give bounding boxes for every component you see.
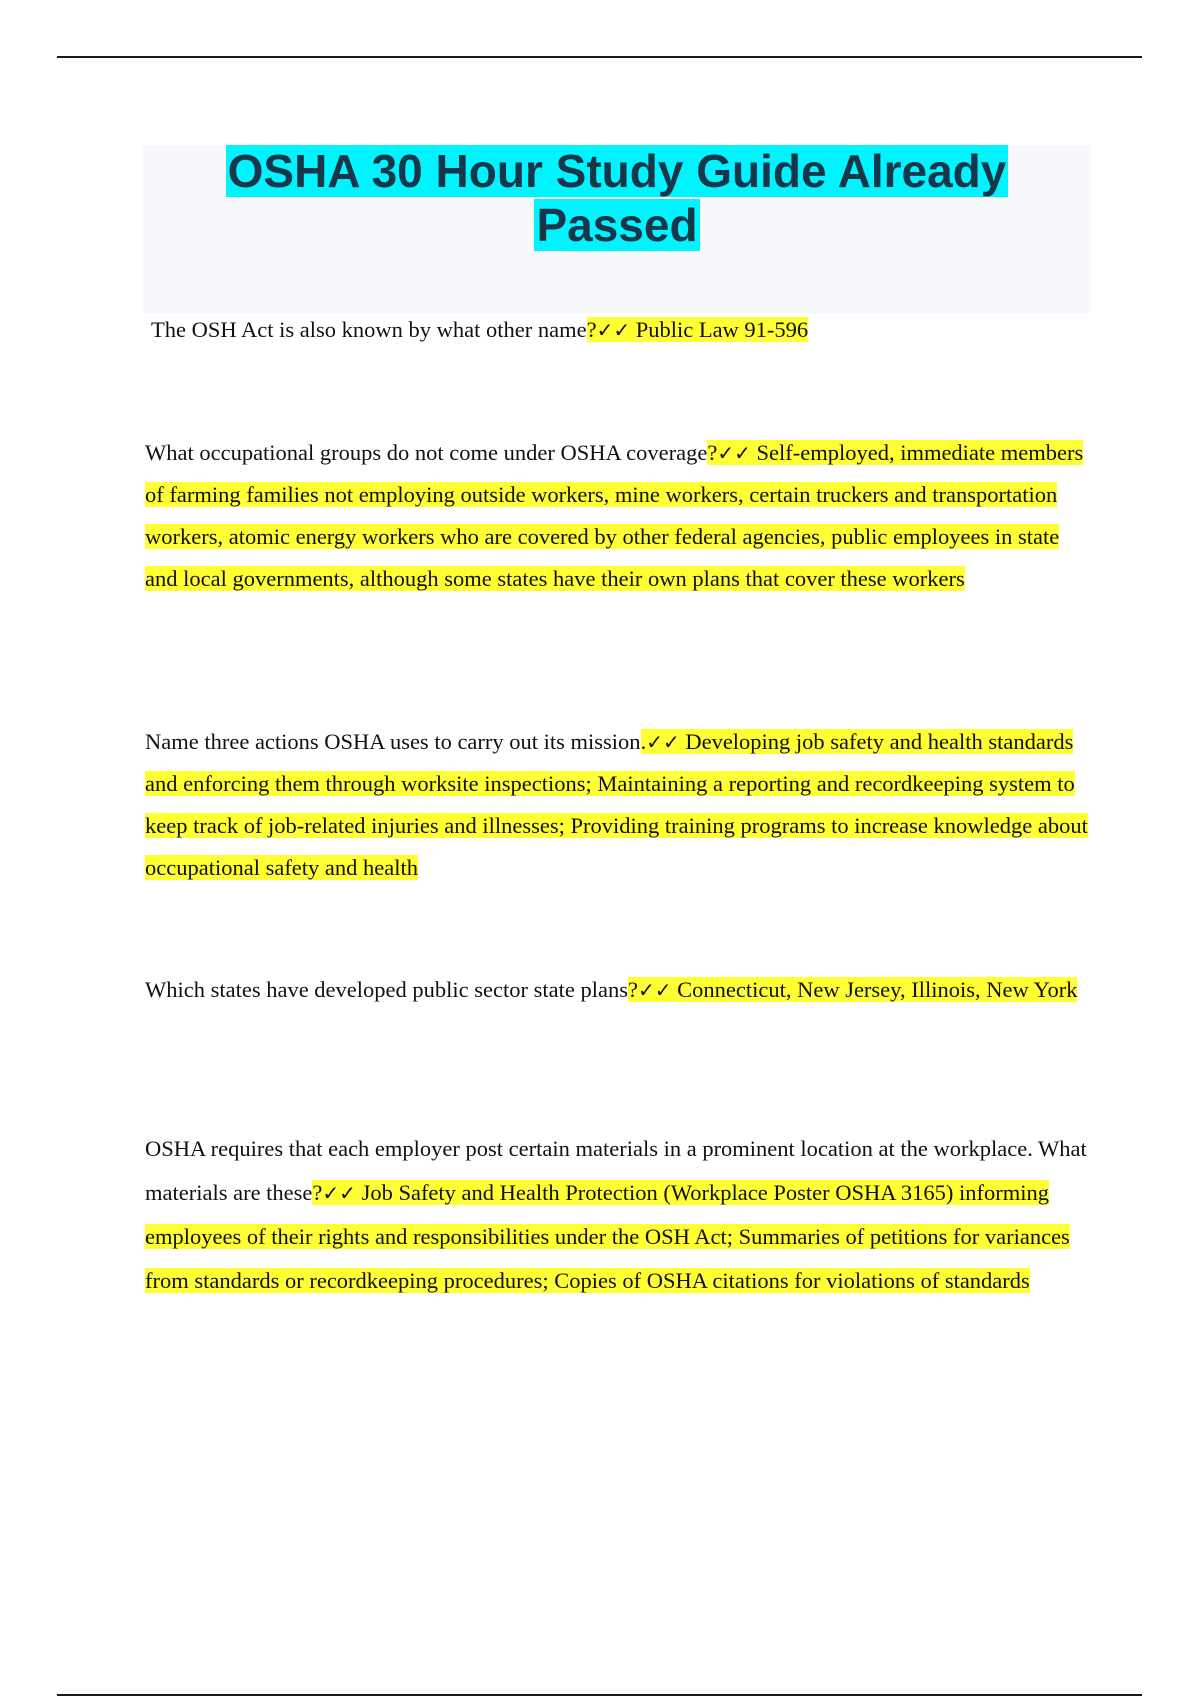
check-marks-icon: ✓✓ [637, 978, 672, 1002]
answer-lead: ? [627, 977, 638, 1002]
bottom-rule [57, 1694, 1142, 1696]
document-title-text: OSHA 30 Hour Study Guide Already Passed [227, 145, 1007, 251]
top-rule [57, 56, 1142, 58]
check-marks-icon: ✓✓ [322, 1181, 356, 1205]
answer-highlight [628, 977, 1078, 1002]
check-marks-icon: ✓✓ [646, 730, 680, 754]
question-text: OSHA requires that each employer post certain materials in a prominent location at the workplace. What materials are these [145, 1136, 1087, 1205]
check-marks-icon: ✓✓ [717, 441, 751, 465]
answer-text: Connecticut, New Jersey, Illinois, New York [671, 977, 1078, 1002]
question-text: Name three actions OSHA uses to carry out its mission [145, 729, 641, 754]
answer-lead: . [640, 729, 647, 754]
check-marks-icon: ✓✓ [596, 318, 631, 342]
answer-lead: ? [707, 440, 718, 465]
qa-item [145, 432, 1090, 600]
answer-lead: ? [312, 1180, 323, 1205]
qa-item [145, 969, 1090, 1011]
qa-item [145, 721, 1090, 889]
qa-item [145, 1127, 1090, 1303]
document-title [143, 144, 1091, 252]
answer-lead: ? [586, 317, 597, 342]
question-text: Which states have developed public sector state plans [145, 977, 628, 1002]
question-text: The OSH Act is also known by what other name [151, 317, 587, 342]
answer-text: Job Safety and Health Protection (Workplace Poster OSHA 3165) informing employees of their rights and responsibilities under the OSH Act; Summaries of petitions for variances from standards or recordkeeping procedures; Copies of OSHA citations for violations of standards [145, 1180, 1070, 1293]
answer-text: Developing job safety and health standards and enforcing them through worksite inspections; Maintaining a reporting and recordkeeping system to keep track of job-related injuries and illnesses; Providing training programs to increase knowledge about occupational safety and health [145, 729, 1088, 880]
answer-text: Public Law 91-596 [630, 317, 809, 342]
qa-item [151, 309, 1096, 351]
question-text: What occupational groups do not come under OSHA coverage [145, 440, 708, 465]
answer-text: Self-employed, immediate members of farming families not employing outside workers, mine workers, certain truckers and transportation workers, atomic energy workers who are covered by other federal agencies, public employees in state and local governments, although some states have their own plans that cover these workers [145, 440, 1084, 591]
answer-highlight [587, 317, 809, 342]
